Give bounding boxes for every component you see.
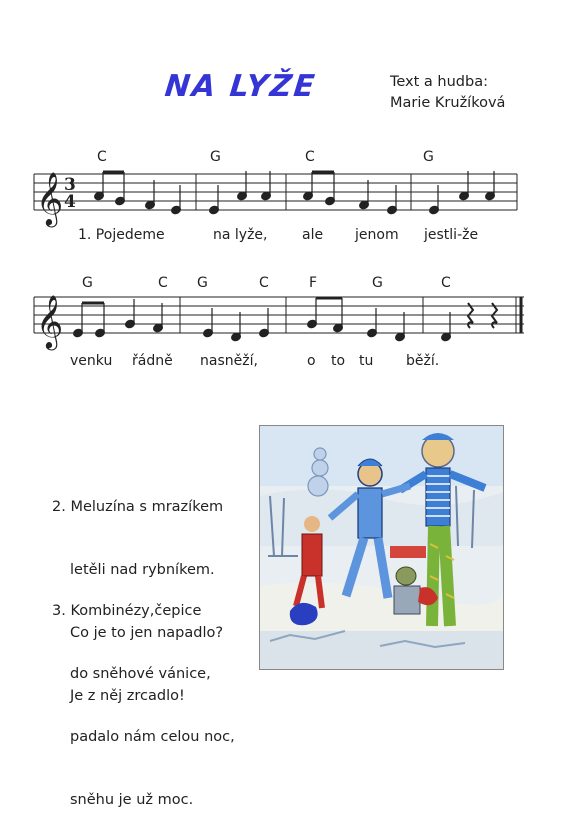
verse-3-line: do sněhové vánice, bbox=[70, 666, 211, 682]
song-title: NA LYŽE bbox=[163, 69, 319, 104]
verse-3 bbox=[52, 559, 235, 832]
lyric-l2-5: to bbox=[331, 353, 346, 369]
chord-l2-3: G bbox=[197, 275, 208, 291]
verse-2-line: Je z něj zrcadlo! bbox=[70, 688, 185, 704]
chord-l2-1: G bbox=[82, 275, 93, 291]
chord-l2-6: G bbox=[372, 275, 383, 291]
treble-clef-icon-2: 𝄞 bbox=[36, 294, 64, 348]
verse-2-line: Co je to jen napadlo? bbox=[70, 625, 224, 641]
lyric-l2-1: venku bbox=[70, 353, 113, 369]
staff-1-lines bbox=[34, 174, 517, 210]
lyric-l2-3: nasněží, bbox=[200, 353, 258, 369]
chord-l2-4: C bbox=[259, 275, 269, 291]
credits-label: Text a hudba: bbox=[390, 74, 488, 90]
lyric-l1-2: na lyže, bbox=[213, 227, 268, 243]
chord-l1-1: C bbox=[97, 149, 107, 165]
lyric-l2-7: běží. bbox=[406, 353, 440, 369]
lyric-l2-6: tu bbox=[359, 353, 374, 369]
lyric-l1-5: jestli-že bbox=[424, 227, 479, 243]
verse-3-line: 3. Kombinézy,čepice bbox=[52, 603, 202, 619]
verse-3-line: sněhu je už moc. bbox=[70, 792, 194, 808]
chord-l1-4: G bbox=[423, 149, 434, 165]
children-drawing bbox=[259, 425, 504, 670]
author-name: Marie Kružíková bbox=[390, 95, 506, 111]
chord-l2-2: C bbox=[158, 275, 168, 291]
chord-l2-5: F bbox=[309, 275, 318, 291]
staff-1-notes bbox=[93, 171, 495, 215]
chord-l2-7: C bbox=[441, 275, 451, 291]
lyric-l1-3: ale bbox=[302, 227, 324, 243]
verse-3-line: padalo nám celou noc, bbox=[70, 729, 235, 745]
treble-clef-icon: 𝄞 bbox=[36, 171, 64, 225]
lyric-l1-4: jenom bbox=[355, 227, 399, 243]
lyric-l2-4: o bbox=[307, 353, 316, 369]
lyric-l1-1: 1. Pojedeme bbox=[78, 227, 165, 243]
lyric-l2-2: řádně bbox=[132, 353, 173, 369]
time-sig-bottom: 4 bbox=[64, 192, 76, 212]
staff-2-notes bbox=[72, 298, 451, 342]
verse-2-line: 2. Meluzína s mrazíkem bbox=[52, 499, 224, 515]
drawing-illustration bbox=[260, 426, 503, 669]
chord-l1-2: G bbox=[210, 149, 221, 165]
chord-l1-3: C bbox=[305, 149, 315, 165]
time-sig-top: 3 bbox=[64, 175, 76, 195]
verse-2-line: letěli nad rybníkem. bbox=[70, 562, 215, 578]
